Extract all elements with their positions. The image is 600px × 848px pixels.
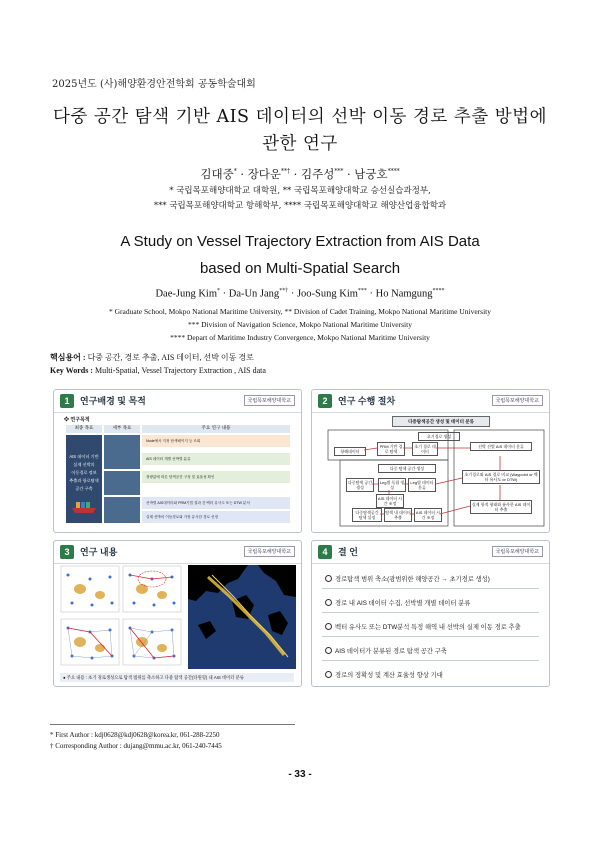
title-english-line2: based on Multi-Spatial Search [199, 260, 401, 277]
result-item-5 [325, 670, 443, 679]
result-text-1: 경로탐색 범위 축소(광범위한 해양공간 → 초기경로 생성) [335, 576, 490, 583]
university-logo: 국립목포해양대학교 [492, 546, 543, 557]
affil-en-1: * Graduate School, Mokpo National Maritime University, ** Division of Cadet Training, Mokpo National Maritime University [109, 307, 491, 316]
flow-compare: 초기경로와 AIS 경로 비교 (Waypoint or 벡터 유사도 or DTW) [462, 470, 540, 484]
result-item-2 [325, 598, 470, 607]
university-logo: 국립목포해양대학교 [492, 395, 543, 406]
title-english [40, 228, 560, 282]
flow-top-title: 다중탐색공간 생성 및 데이터 분류 [392, 416, 490, 427]
affil-en-3: **** Depart of Maritime Industry Convergence, Mokpo National Maritime University [170, 333, 430, 342]
flow-ais-time-2: AIS 데이터 시간 조정 [415, 510, 441, 520]
authors-english: Dae-Jung Kim* · Da-Un Jang**† · Joo-Sung Kim*** · Ho Namgung**** [155, 288, 445, 300]
university-logo: 국립목포해양대학교 [244, 395, 295, 406]
content-row-5: 실제 선박의 이동경로와 가장 유사한 경로 선정 [142, 511, 290, 523]
flow-leg-classify: Leg별 데이터 분류 [408, 478, 436, 492]
author-ko-2-mark: **† [281, 168, 291, 176]
footnote-first-mark: * [50, 731, 54, 739]
divider [322, 660, 539, 661]
keywords-korean-text: 다중 공간, 경로 추출, AIS 데이터, 선박 이동 경로 [87, 353, 254, 362]
author-en-2: Da-Un Jang [228, 288, 280, 300]
footnote-first-author [50, 731, 220, 739]
author-en-3-mark: *** [357, 288, 367, 294]
footnote-corr-mark: † [50, 742, 54, 750]
keywords-english [50, 366, 266, 375]
result-item-1 [325, 574, 490, 583]
affil-ko-2: *** 국립목포해양대학교 항해학부, **** 국립목포해양대학교 해양산업융합학과 [153, 201, 447, 211]
flow-ais-time-1: AIS 데이터 시간 조정 [377, 496, 403, 506]
conference-header: 2025년도 (사)해양환경안전학회 공동학술대회 [52, 79, 256, 90]
title-korean-line2: 관한 연구 [262, 134, 338, 154]
bullet-circle-icon [325, 671, 332, 678]
panel-research-background [53, 389, 302, 533]
flow-initial-route: 초기경로 생성 [418, 432, 460, 441]
content-row-2: AIS 데이터 개별 선박별 분류 [142, 453, 290, 465]
content-row-4: 선박별 AIS데이터와 PRM기법 결과 간 벡터 유사도 또는 DTW 분석 [142, 497, 290, 509]
panel-1-subtitle: ❖ 연구목적 [64, 417, 90, 423]
panel-1-number: 1 [60, 394, 74, 408]
author-en-4: Ho Namgung [375, 288, 433, 300]
bullet-circle-icon [325, 647, 332, 654]
panel-3-caption: ● 주요 내용 : 초기 경로생성으로 탐색 범위를 축소하고 다중 탐색 공간(타원형) 내 AIS 데이터 분류 [60, 673, 294, 682]
flow-prm: PRM 기반 경로 탐색 [377, 442, 405, 456]
affil-ko-1: * 국립목포해양대학교 대학원, ** 국립목포해양대학교 승선실습과정부, [169, 186, 431, 196]
author-ko-2: 장다운 [247, 167, 282, 181]
footnote-divider [50, 724, 295, 725]
search-graph-diagrams [60, 565, 184, 669]
panel-4-number: 4 [318, 545, 332, 559]
keywords-english-label: Key Words : [50, 366, 93, 375]
final-goal-line-5: 공간 구축 [75, 486, 93, 491]
ais-map [188, 565, 296, 669]
panel-3-title: 연구 내용 [80, 547, 118, 557]
panel-2-title: 연구 수행 절차 [338, 396, 396, 406]
flow-ship-classify: 선박 선별 AIS 데이터 분류 [470, 442, 532, 451]
authors-korean: 김대중* · 장다운**† · 김주성*** · 남궁호**** [200, 167, 400, 181]
sub-goal-1 [104, 435, 140, 469]
panel-1-title: 연구배경 및 목적 [80, 396, 146, 406]
flow-arrows [312, 390, 549, 532]
result-item-4 [325, 646, 447, 655]
header-final-goal: 최종 목표 [66, 425, 102, 433]
author-ko-3-mark: *** [334, 168, 344, 176]
panel-conclusion [311, 540, 550, 687]
panel-1-header [54, 390, 301, 413]
divider [322, 636, 539, 637]
keywords-korean-label: 핵심용어 : [50, 353, 86, 362]
footnote-corr-text: Corresponding Author : dujang@mmu.ac.kr, 061-240-7445 [55, 742, 222, 750]
final-goal-line-2: 실제 선박의 [73, 462, 95, 467]
flow-extract: 탐색 내 데이터 추출 [385, 510, 411, 520]
author-ko-1: 김대중 [200, 167, 234, 181]
author-en-2-mark: **† [279, 288, 289, 294]
panel-4-title: 결 언 [338, 547, 358, 557]
author-en-1: Dae-Jung Kim [155, 288, 217, 300]
flow-search-setting: 다중탐색공간 탐색 설정 [352, 508, 382, 522]
title-english-line1: A Study on Vessel Trajectory Extraction from AIS Data [120, 233, 480, 250]
result-text-5: 경로의 정확성 및 계산 효율성 향상 기대 [335, 672, 443, 679]
affiliations-korean [30, 184, 570, 214]
panel-research-procedure [311, 389, 550, 533]
result-item-3 [325, 622, 521, 631]
panel-3-header [54, 541, 301, 564]
final-goal-line-4: 추출과 항로탐색 [69, 478, 99, 483]
final-goal-line-3: 이동경로 정보 [71, 470, 97, 475]
author-ko-4-mark: **** [387, 168, 400, 176]
university-logo: 국립목포해양대학교 [244, 546, 295, 557]
flow-leg-gen: Leg별 독립 생성 [379, 480, 405, 490]
title-korean [40, 104, 560, 158]
flow-extract-final: 실제 항적 형태와 유사한 AIS 데이터 추출 [471, 502, 531, 512]
author-en-1-mark: * [216, 288, 220, 294]
footnote-first-text: First Author : kdj0628@kdj0628@korea.kr, 061-288-2250 [55, 731, 220, 739]
sub-goal-3 [104, 497, 140, 523]
ship-icon [70, 498, 98, 514]
affiliations-english [30, 305, 570, 344]
panel-4-header [312, 541, 549, 564]
bullet-circle-icon [325, 623, 332, 630]
panel-2-number: 2 [318, 394, 332, 408]
panel-research-content [53, 540, 302, 687]
author-en-4-mark: **** [432, 288, 445, 294]
panel-3-number: 3 [60, 545, 74, 559]
author-en-3: Joo-Sung Kim [296, 288, 358, 300]
title-korean-line1: 다중 공간 탐색 기반 AIS 데이터의 선박 이동 경로 추출 방법에 [53, 107, 547, 127]
content-row-1: Node에서 지정 탐색페이지 등 조회 [142, 435, 290, 447]
footnote-corresponding-author [50, 742, 222, 750]
author-ko-3: 김주성 [300, 167, 335, 181]
result-text-3: 벡터 유사도 또는 DTW분석 특정 해역 내 선박의 실제 이동 경로 추출 [335, 624, 521, 631]
keywords-english-text: Multi-Spatial, Vessel Trajectory Extraction , AIS data [94, 366, 266, 375]
result-text-4: AIS 데이터가 분류된 경로 탐색 공간 구축 [335, 648, 447, 655]
header-sub-goal: 세부 목표 [104, 425, 140, 433]
flow-multi-space: 다중 탐색 공간 생성 [378, 464, 436, 473]
bullet-circle-icon [325, 599, 332, 606]
result-text-2: 경로 내 AIS 데이터 수집, 선박별 개별 데이터 분류 [335, 600, 471, 607]
divider [322, 588, 539, 589]
content-row-3: 정량값에 따른 탐색공간 구성 및 효율성 확인 [142, 471, 290, 483]
final-goal-line-1: AIS 데이터 기반 [69, 454, 99, 459]
flow-initial-data: 초기 경로 데이터 [412, 442, 438, 456]
author-ko-4: 남궁호 [354, 167, 388, 181]
keywords-korean [50, 352, 254, 363]
divider [322, 612, 539, 613]
author-ko-1-mark: * [233, 168, 237, 176]
sub-goal-2 [104, 471, 140, 495]
page-number: - 33 - [288, 769, 312, 780]
bullet-circle-icon [325, 575, 332, 582]
flow-nav-data: 항해데이터 [334, 447, 366, 456]
affil-en-2: *** Division of Navigation Science, Mokpo National Maritime University [188, 320, 412, 329]
flow-multi-space-gen: 다중탐색 공간 생성 [347, 480, 373, 490]
header-main-content: 주요 연구 내용 [142, 425, 290, 433]
